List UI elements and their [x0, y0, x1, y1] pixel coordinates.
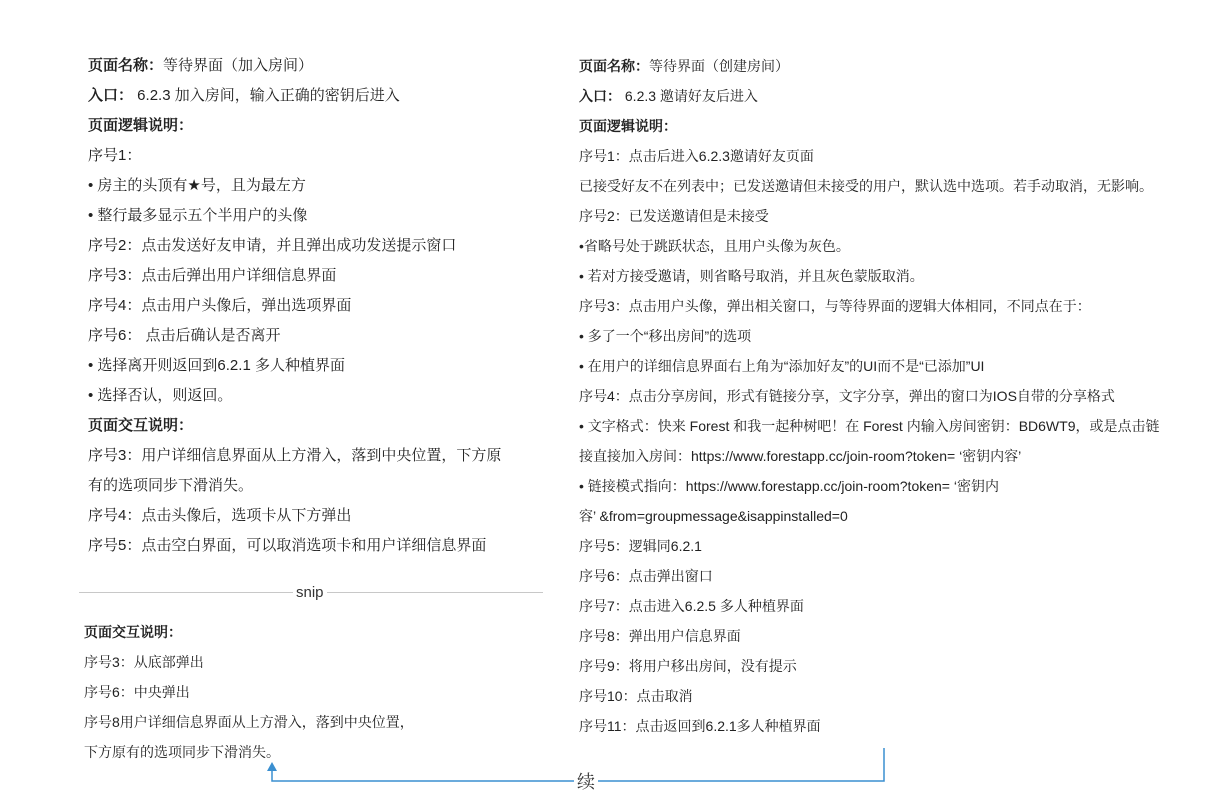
- text-line: • 选择否认，则返回。: [88, 387, 233, 404]
- text-line: • 选择离开则返回到6.2.1 多人种植界面: [88, 357, 345, 374]
- text-line: 序号2：点击发送好友申请，并且弹出成功发送提示窗口: [88, 237, 457, 254]
- line-label: 页面交互说明：: [84, 624, 182, 640]
- text-line: • 若对方接受邀请，则省略号取消，并且灰色蒙版取消。: [579, 268, 924, 284]
- text-line: 序号3：点击后弹出用户详细信息界面: [88, 267, 337, 284]
- arrow-up-icon: [267, 762, 277, 771]
- snip-label: snip: [293, 584, 327, 602]
- text-line: • 在用户的详细信息界面右上角为“添加好友”的UI而不是“已添加”UI: [579, 358, 985, 374]
- text-line: 序号5：逻辑同6.2.1: [579, 538, 702, 554]
- line-label: 页面逻辑说明：: [579, 118, 677, 134]
- text-line: 序号8：弹出用户信息界面: [579, 628, 741, 644]
- line-label: 页面逻辑说明：: [88, 117, 194, 134]
- line-label: 页面名称：: [88, 57, 164, 74]
- text-line: 序号6：点击弹出窗口: [579, 568, 713, 584]
- text-line: 序号3：用户详细信息界面从上方滑入，落到中央位置，下方原: [88, 447, 502, 464]
- text-line: • 房主的头顶有★号，且为最左方: [88, 177, 306, 194]
- text-line: 已接受好友不在列表中；已发送邀请但未接受的用户，默认选中选项。若手动取消，无影响。: [579, 178, 1153, 194]
- text-line: •省略号处于跳跃状态，且用户头像为灰色。: [579, 238, 850, 254]
- text-line: • 整行最多显示五个半用户的头像: [88, 207, 308, 224]
- line-label: 页面交互说明：: [88, 417, 194, 434]
- text-line: 序号7：点击进入6.2.5 多人种植界面: [579, 598, 804, 614]
- text-line: 序号2：已发送邀请但是未接受: [579, 208, 769, 224]
- text-line: 序号9：将用户移出房间，没有提示: [579, 658, 797, 674]
- line-text: 6.2.3 加入房间，输入正确的密钥后进入: [133, 87, 400, 104]
- text-line: 容’ &from=groupmessage&isappinstalled=0: [579, 508, 848, 524]
- continue-label: 续: [574, 771, 598, 793]
- line-label: 入口：: [88, 87, 134, 104]
- text-line: 序号3：从底部弹出: [84, 654, 204, 670]
- text-line: • 文字格式：快来 Forest 和我一起种树吧！在 Forest 内输入房间密钥：BD6WT9，或是点击链: [579, 418, 1160, 434]
- text-line: 有的选项同步下滑消失。: [88, 477, 254, 494]
- line-text: 6.2.3 邀请好友后进入: [621, 88, 758, 104]
- text-line: • 链接模式指向：https://www.forestapp.cc/join-room?token= ‘密钥内: [579, 478, 999, 494]
- text-line: 接直接加入房间：https://www.forestapp.cc/join-room?token= ‘密钥内容’: [579, 448, 1022, 464]
- text-line: 序号4：点击头像后，选项卡从下方弹出: [88, 507, 352, 524]
- text-line: 序号4：点击分享房间，形式有链接分享，文字分享，弹出的窗口为IOS自带的分享格式: [579, 388, 1115, 404]
- text-line: 序号5：点击空白界面，可以取消选项卡和用户详细信息界面: [88, 537, 487, 554]
- text-line: 序号8用户详细信息界面从上方滑入，落到中央位置，: [84, 714, 414, 730]
- line-label: 入口：: [579, 88, 621, 104]
- text-line: 序号6：中央弹出: [84, 684, 190, 700]
- text-line: 序号11：点击返回到6.2.1多人种植界面: [579, 718, 821, 734]
- text-line: 下方原有的选项同步下滑消失。: [84, 744, 280, 760]
- text-line: 序号10：点击取消: [579, 688, 693, 704]
- line-text: 等待界面（创建房间）: [649, 58, 789, 74]
- text-line: 序号1：: [88, 147, 142, 164]
- line-label: 页面名称：: [579, 58, 649, 74]
- text-line: 序号1：点击后进入6.2.3邀请好友页面: [579, 148, 814, 164]
- line-text: 等待界面（加入房间）: [163, 57, 314, 74]
- text-line: 序号6： 点击后确认是否离开: [88, 327, 281, 344]
- text-line: • 多了一个“移出房间”的选项: [579, 328, 752, 344]
- text-line: 序号3：点击用户头像，弹出相关窗口，与等待界面的逻辑大体相同，不同点在于：: [579, 298, 1091, 314]
- text-line: 序号4：点击用户头像后，弹出选项界面: [88, 297, 352, 314]
